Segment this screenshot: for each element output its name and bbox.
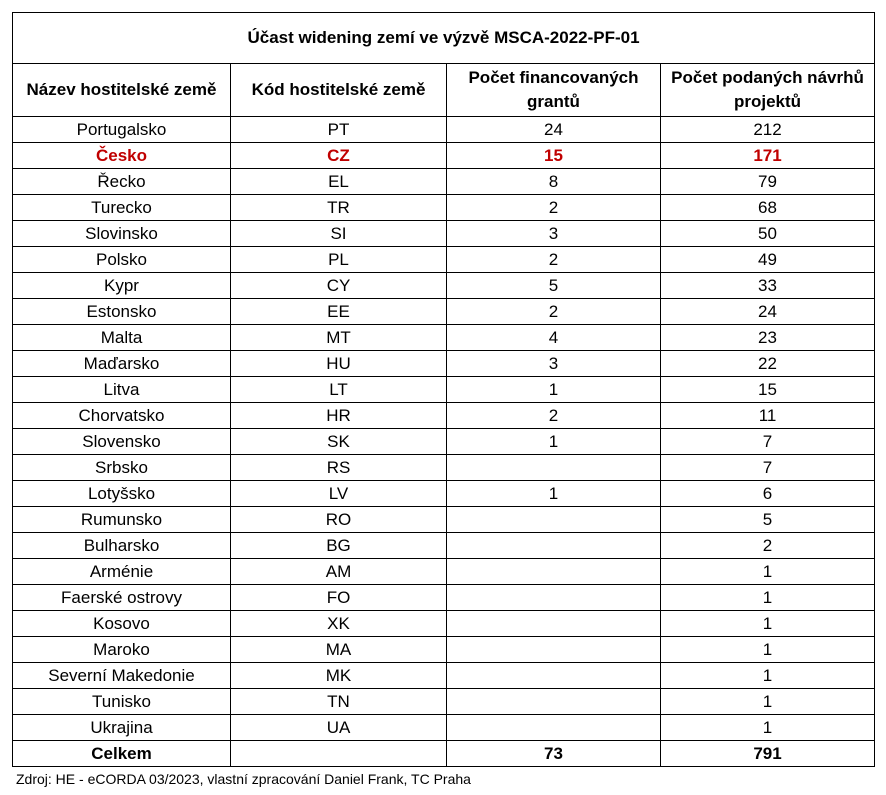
cell-code: RS xyxy=(231,455,447,481)
cell-grants: 2 xyxy=(447,195,661,221)
cell-code: CY xyxy=(231,273,447,299)
cell-grants xyxy=(447,455,661,481)
cell-code: TR xyxy=(231,195,447,221)
cell-code: MT xyxy=(231,325,447,351)
cell-code: TN xyxy=(231,689,447,715)
cell-proposals: 79 xyxy=(661,169,875,195)
cell-code: HU xyxy=(231,351,447,377)
widening-table xyxy=(12,12,875,767)
cell-country: Faerské ostrovy xyxy=(13,585,231,611)
cell-grants xyxy=(447,663,661,689)
cell-grants xyxy=(447,637,661,663)
table-row xyxy=(13,169,875,195)
cell-proposals: 212 xyxy=(661,117,875,143)
cell-grants: 4 xyxy=(447,325,661,351)
cell-proposals: 5 xyxy=(661,507,875,533)
cell-proposals: 6 xyxy=(661,481,875,507)
cell-proposals: 1 xyxy=(661,663,875,689)
cell-country: Kypr xyxy=(13,273,231,299)
cell-country: Kosovo xyxy=(13,611,231,637)
cell-proposals: 33 xyxy=(661,273,875,299)
cell-code: HR xyxy=(231,403,447,429)
cell-code: MK xyxy=(231,663,447,689)
cell-proposals: 1 xyxy=(661,715,875,741)
cell-code: LT xyxy=(231,377,447,403)
cell-proposals: 50 xyxy=(661,221,875,247)
cell-country: Portugalsko xyxy=(13,117,231,143)
table-row xyxy=(13,143,875,169)
cell-country: Polsko xyxy=(13,247,231,273)
cell-code: SK xyxy=(231,429,447,455)
header-row xyxy=(13,64,875,117)
cell-code: BG xyxy=(231,533,447,559)
table-row xyxy=(13,221,875,247)
table-row xyxy=(13,195,875,221)
cell-country: Srbsko xyxy=(13,455,231,481)
cell-proposals: 68 xyxy=(661,195,875,221)
cell-grants xyxy=(447,533,661,559)
table-row xyxy=(13,689,875,715)
cell-grants: 1 xyxy=(447,481,661,507)
cell-code: LV xyxy=(231,481,447,507)
cell-country: Maroko xyxy=(13,637,231,663)
cell-country: Řecko xyxy=(13,169,231,195)
header-country: Název hostitelské země xyxy=(13,64,231,117)
cell-grants: 1 xyxy=(447,377,661,403)
cell-proposals: 23 xyxy=(661,325,875,351)
table-row xyxy=(13,377,875,403)
header-proposals: Počet podaných návrhů projektů xyxy=(661,64,875,117)
cell-proposals: 7 xyxy=(661,429,875,455)
cell-proposals: 1 xyxy=(661,637,875,663)
table-row xyxy=(13,663,875,689)
cell-country: Ukrajina xyxy=(13,715,231,741)
cell-grants: 24 xyxy=(447,117,661,143)
table-row xyxy=(13,611,875,637)
table-title: Účast widening zemí ve výzvě MSCA-2022-PF-01 xyxy=(13,13,875,64)
cell-proposals: 2 xyxy=(661,533,875,559)
cell-proposals: 1 xyxy=(661,611,875,637)
total-row xyxy=(13,741,875,767)
cell-code: EE xyxy=(231,299,447,325)
table-row xyxy=(13,637,875,663)
cell-proposals: 22 xyxy=(661,351,875,377)
cell-grants: 2 xyxy=(447,403,661,429)
cell-grants xyxy=(447,715,661,741)
cell-country: Chorvatsko xyxy=(13,403,231,429)
cell-proposals: 15 xyxy=(661,377,875,403)
table-row xyxy=(13,299,875,325)
total-label: Celkem xyxy=(13,741,231,767)
cell-country: Slovinsko xyxy=(13,221,231,247)
cell-proposals: 49 xyxy=(661,247,875,273)
cell-grants xyxy=(447,507,661,533)
cell-grants xyxy=(447,559,661,585)
table-row xyxy=(13,273,875,299)
cell-grants xyxy=(447,689,661,715)
table-row xyxy=(13,481,875,507)
header-code: Kód hostitelské země xyxy=(231,64,447,117)
title-row xyxy=(13,13,875,64)
source-note: Zdroj: HE - eCORDA 03/2023, vlastní zpracování Daniel Frank, TC Praha xyxy=(16,771,471,787)
cell-grants: 8 xyxy=(447,169,661,195)
cell-code: MA xyxy=(231,637,447,663)
cell-code: SI xyxy=(231,221,447,247)
cell-grants: 3 xyxy=(447,351,661,377)
cell-grants: 5 xyxy=(447,273,661,299)
table-row xyxy=(13,351,875,377)
cell-country: Estonsko xyxy=(13,299,231,325)
cell-grants: 2 xyxy=(447,247,661,273)
cell-proposals: 24 xyxy=(661,299,875,325)
table-row xyxy=(13,247,875,273)
cell-grants: 1 xyxy=(447,429,661,455)
cell-grants: 3 xyxy=(447,221,661,247)
table-row xyxy=(13,533,875,559)
cell-country: Severní Makedonie xyxy=(13,663,231,689)
table-row xyxy=(13,585,875,611)
table-row xyxy=(13,117,875,143)
table-row xyxy=(13,429,875,455)
cell-code: PL xyxy=(231,247,447,273)
cell-proposals: 7 xyxy=(661,455,875,481)
cell-code: CZ xyxy=(231,143,447,169)
cell-grants: 2 xyxy=(447,299,661,325)
cell-country: Slovensko xyxy=(13,429,231,455)
cell-country: Malta xyxy=(13,325,231,351)
table-row xyxy=(13,559,875,585)
cell-country: Rumunsko xyxy=(13,507,231,533)
cell-country: Arménie xyxy=(13,559,231,585)
cell-code: UA xyxy=(231,715,447,741)
cell-proposals: 1 xyxy=(661,559,875,585)
total-code xyxy=(231,741,447,767)
cell-proposals: 11 xyxy=(661,403,875,429)
cell-code: EL xyxy=(231,169,447,195)
cell-proposals: 171 xyxy=(661,143,875,169)
cell-country: Turecko xyxy=(13,195,231,221)
table-row xyxy=(13,403,875,429)
cell-code: XK xyxy=(231,611,447,637)
cell-code: RO xyxy=(231,507,447,533)
cell-country: Tunisko xyxy=(13,689,231,715)
header-grants: Počet financovaných grantů xyxy=(447,64,661,117)
cell-proposals: 1 xyxy=(661,689,875,715)
table-row xyxy=(13,455,875,481)
cell-country: Bulharsko xyxy=(13,533,231,559)
cell-grants xyxy=(447,611,661,637)
table-row xyxy=(13,507,875,533)
table-row xyxy=(13,715,875,741)
total-proposals: 791 xyxy=(661,741,875,767)
cell-proposals: 1 xyxy=(661,585,875,611)
table-row xyxy=(13,325,875,351)
cell-country: Lotyšsko xyxy=(13,481,231,507)
cell-code: FO xyxy=(231,585,447,611)
cell-grants: 15 xyxy=(447,143,661,169)
cell-country: Maďarsko xyxy=(13,351,231,377)
total-grants: 73 xyxy=(447,741,661,767)
cell-code: PT xyxy=(231,117,447,143)
cell-country: Česko xyxy=(13,143,231,169)
cell-code: AM xyxy=(231,559,447,585)
cell-grants xyxy=(447,585,661,611)
cell-country: Litva xyxy=(13,377,231,403)
